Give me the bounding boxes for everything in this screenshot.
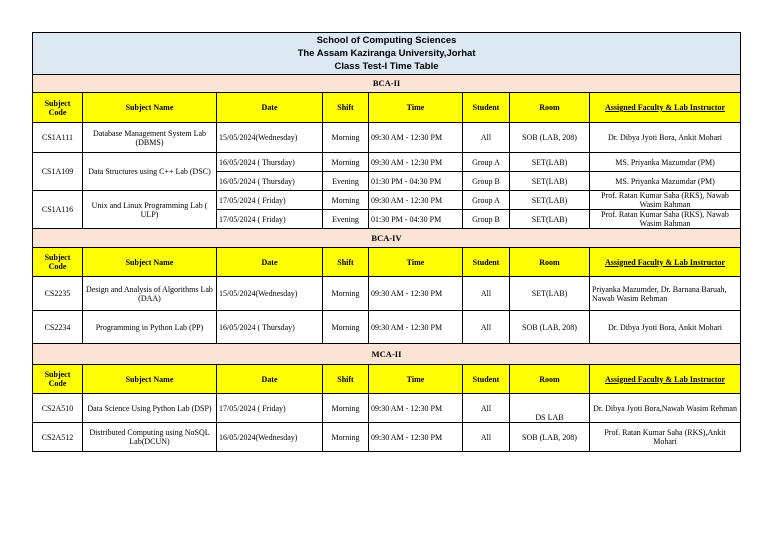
student-cell: All — [463, 123, 510, 153]
title-line-exam: Class Test-I Time Table — [334, 61, 439, 72]
time-cell: 09:30 AM - 12:30 PM — [369, 423, 463, 452]
table-row — [33, 423, 741, 452]
date-cell: 17/05/2024 ( Friday) — [217, 210, 323, 229]
date-cell: 17/05/2024 ( Friday) — [217, 394, 323, 423]
header-row — [33, 93, 741, 123]
title-line-university: The Assam Kaziranga University,Jorhat — [297, 48, 476, 59]
header-subject-code: Subject Code — [33, 365, 83, 394]
shift-cell: Morning — [323, 394, 369, 423]
time-cell: 09:30 AM - 12:30 PM — [369, 153, 463, 172]
student-cell: Group A — [463, 191, 510, 210]
document-title — [33, 33, 741, 75]
header-row — [33, 248, 741, 277]
subject-name: Database Management System Lab (DBMS) — [83, 123, 217, 153]
header-date: Date — [217, 93, 323, 123]
shift-cell: Evening — [323, 172, 369, 191]
date-cell: 16/05/2024 ( Thursday) — [217, 172, 323, 191]
table-row — [33, 191, 741, 210]
subject-name: Distributed Computing using NoSQL Lab(DCUN) — [83, 423, 217, 452]
header-room: Room — [510, 248, 590, 277]
faculty-cell: Priyanka Mazumder, Dr. Barnana Baruah, Nawab Wasim Rehman — [590, 277, 741, 311]
date-cell: 16/05/2024 ( Thursday) — [217, 311, 323, 344]
faculty-cell: Dr. Dibya Jyoti Bora,Nawab Wasim Rehman — [590, 394, 741, 423]
student-cell: Group A — [463, 153, 510, 172]
header-date: Date — [217, 365, 323, 394]
subject-code: CS2234 — [33, 311, 83, 344]
time-cell: 09:30 AM - 12:30 PM — [369, 394, 463, 423]
shift-cell: Morning — [323, 123, 369, 153]
header-time: Time — [369, 248, 463, 277]
subject-name: Unix and Linux Programming Lab ( ULP) — [83, 191, 217, 229]
table-row — [33, 153, 741, 172]
header-shift: Shift — [323, 93, 369, 123]
time-cell: 09:30 AM - 12:30 PM — [369, 191, 463, 210]
header-subject-code: Subject Code — [33, 93, 83, 123]
section-title-bca-ii: BCA-II — [33, 75, 741, 93]
subject-code: CS2A510 — [33, 394, 83, 423]
room-cell: SET(LAB) — [510, 172, 590, 191]
date-cell: 16/05/2024 ( Thursday) — [217, 153, 323, 172]
room-cell: SET(LAB) — [510, 191, 590, 210]
faculty-cell: Dr. Dibya Jyoti Bora, Ankit Mohari — [590, 311, 741, 344]
subject-name: Programming in Python Lab (PP) — [83, 311, 217, 344]
header-time: Time — [369, 93, 463, 123]
subject-code: CS1A109 — [33, 153, 83, 191]
faculty-cell: MS. Priyanka Mazumdar (PM) — [590, 153, 741, 172]
shift-cell: Morning — [323, 423, 369, 452]
section-band — [33, 229, 741, 248]
header-shift: Shift — [323, 248, 369, 277]
section-band — [33, 344, 741, 365]
time-cell: 09:30 AM - 12:30 PM — [369, 277, 463, 311]
time-cell: 01:30 PM - 04:30 PM — [369, 172, 463, 191]
student-cell: Group B — [463, 172, 510, 191]
subject-name: Data Structures using C++ Lab (DSC) — [83, 153, 217, 191]
date-cell: 16/05/2024(Wednesday) — [217, 423, 323, 452]
shift-cell: Morning — [323, 311, 369, 344]
table-row — [33, 394, 741, 423]
header-student: Student — [463, 248, 510, 277]
faculty-cell: MS. Priyanka Mazumdar (PM) — [590, 172, 741, 191]
shift-cell: Evening — [323, 210, 369, 229]
header-subject-name: Subject Name — [83, 365, 217, 394]
date-cell: 17/05/2024 ( Friday) — [217, 191, 323, 210]
header-faculty: Assigned Faculty & Lab Instructor — [590, 248, 741, 277]
room-cell: SOB (LAB, 208) — [510, 311, 590, 344]
header-time: Time — [369, 365, 463, 394]
header-subject-code: Subject Code — [33, 248, 83, 277]
subject-code: CS2235 — [33, 277, 83, 311]
shift-cell: Morning — [323, 153, 369, 172]
section-band — [33, 75, 741, 93]
title-row — [33, 33, 741, 75]
table-row — [33, 311, 741, 344]
shift-cell: Morning — [323, 277, 369, 311]
table-row — [33, 123, 741, 153]
time-cell: 09:30 AM - 12:30 PM — [369, 311, 463, 344]
room-cell: SET(LAB) — [510, 277, 590, 311]
title-line-school: School of Computing Sciences — [316, 35, 457, 46]
room-cell: SET(LAB) — [510, 153, 590, 172]
subject-name: Design and Analysis of Algorithms Lab (DAA) — [83, 277, 217, 311]
student-cell: Group B — [463, 210, 510, 229]
room-cell: SOB (LAB, 208) — [510, 123, 590, 153]
header-faculty: Assigned Faculty & Lab Instructor — [590, 93, 741, 123]
header-room: Room — [510, 365, 590, 394]
student-cell: All — [463, 311, 510, 344]
section-title-bca-iv: BCA-IV — [33, 229, 741, 248]
student-cell: All — [463, 394, 510, 423]
header-room: Room — [510, 93, 590, 123]
subject-code: CS1A116 — [33, 191, 83, 229]
header-row — [33, 365, 741, 394]
time-cell: 01:30 PM - 04:30 PM — [369, 210, 463, 229]
faculty-cell: Prof. Ratan Kumar Saha (RKS),Ankit Mohari — [590, 423, 741, 452]
student-cell: All — [463, 277, 510, 311]
subject-code: CS2A512 — [33, 423, 83, 452]
room-cell: SOB (LAB, 208) — [510, 423, 590, 452]
time-cell: 09:30 AM - 12:30 PM — [369, 123, 463, 153]
faculty-cell: Prof. Ratan Kumar Saha (RKS), Nawab Wasim Rahman — [590, 191, 741, 210]
timetable — [32, 32, 741, 452]
room-cell: DS LAB — [510, 394, 590, 423]
room-cell: SET(LAB) — [510, 210, 590, 229]
subject-code: CS1A111 — [33, 123, 83, 153]
header-subject-name: Subject Name — [83, 93, 217, 123]
faculty-cell: Dr. Dibya Jyoti Bora, Ankit Mohari — [590, 123, 741, 153]
header-faculty: Assigned Faculty & Lab Instructor — [590, 365, 741, 394]
section-title-mca-ii: MCA-II — [33, 344, 741, 365]
header-subject-name: Subject Name — [83, 248, 217, 277]
header-student: Student — [463, 93, 510, 123]
subject-name: Data Science Using Python Lab (DSP) — [83, 394, 217, 423]
header-date: Date — [217, 248, 323, 277]
student-cell: All — [463, 423, 510, 452]
header-shift: Shift — [323, 365, 369, 394]
header-student: Student — [463, 365, 510, 394]
shift-cell: Morning — [323, 191, 369, 210]
date-cell: 15/05/2024(Wednesday) — [217, 123, 323, 153]
table-row — [33, 277, 741, 311]
date-cell: 15/05/2024(Wednesday) — [217, 277, 323, 311]
faculty-cell: Prof. Ratan Kumar Saha (RKS), Nawab Wasim Rahman — [590, 210, 741, 229]
